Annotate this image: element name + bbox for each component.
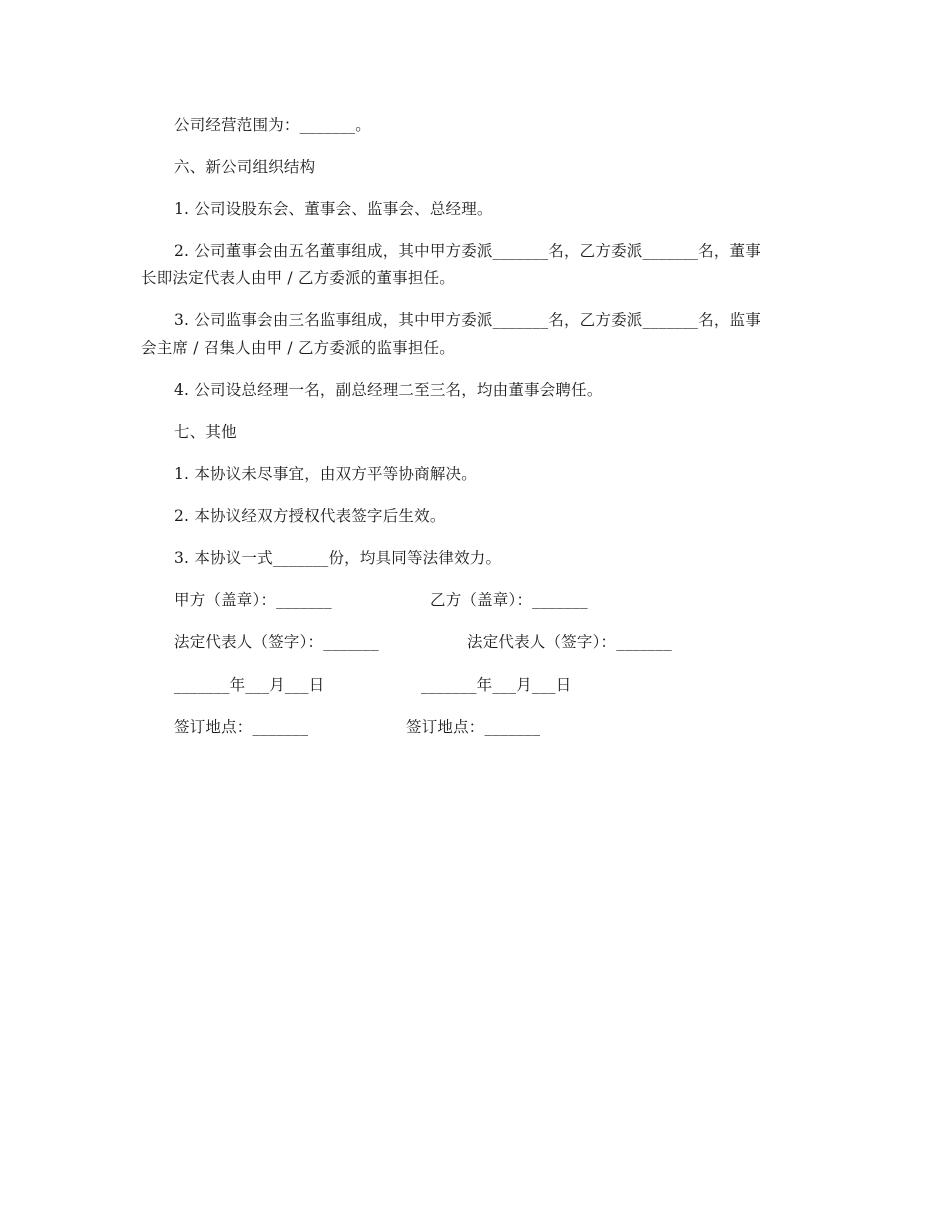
party-a-representative-line: 法定代表人（签字）：_______ (174, 633, 379, 651)
party-b-seal-line: 乙方（盖章）：_______ (430, 591, 588, 609)
party-b-representative-line: 法定代表人（签字）：_______ (467, 633, 672, 651)
business-scope-line: 公司经营范围为：_______。 (174, 116, 371, 134)
party-b-place-line: 签订地点：_______ (406, 718, 541, 736)
section-6-item-4: 4. 公司设总经理一名，副总经理二至三名，均由董事会聘任。 (174, 381, 603, 399)
section-7-item-2: 2. 本协议经双方授权代表签字后生效。 (174, 507, 446, 525)
section-6-item-1: 1. 公司设股东会、董事会、监事会、总经理。 (174, 200, 493, 218)
party-a-place-line: 签订地点：_______ (174, 718, 309, 736)
section-6-item-2-line-2: 长即法定代表人由甲 / 乙方委派的董事担任。 (141, 269, 455, 287)
section-7-item-3: 3. 本协议一式_______份，均具同等法律效力。 (174, 549, 502, 567)
section-6-item-2-line-1: 2. 公司董事会由五名董事组成，其中甲方委派_______名，乙方委派_______名，董事 (174, 242, 761, 260)
party-a-date-line: _______年___月___日 (174, 676, 325, 694)
section-6-item-3-line-1: 3. 公司监事会由三名监事组成，其中甲方委派_______名，乙方委派_______名，监事 (174, 311, 761, 329)
section-7-item-1: 1. 本协议未尽事宜，由双方平等协商解决。 (174, 465, 477, 483)
party-b-date-line: _______年___月___日 (421, 676, 572, 694)
section-6-item-3-line-2: 会主席 / 召集人由甲 / 乙方委派的监事担任。 (141, 339, 455, 357)
section-7-heading: 七、其他 (174, 423, 237, 441)
party-a-seal-line: 甲方（盖章）：_______ (174, 591, 332, 609)
section-6-heading: 六、新公司组织结构 (174, 158, 316, 176)
